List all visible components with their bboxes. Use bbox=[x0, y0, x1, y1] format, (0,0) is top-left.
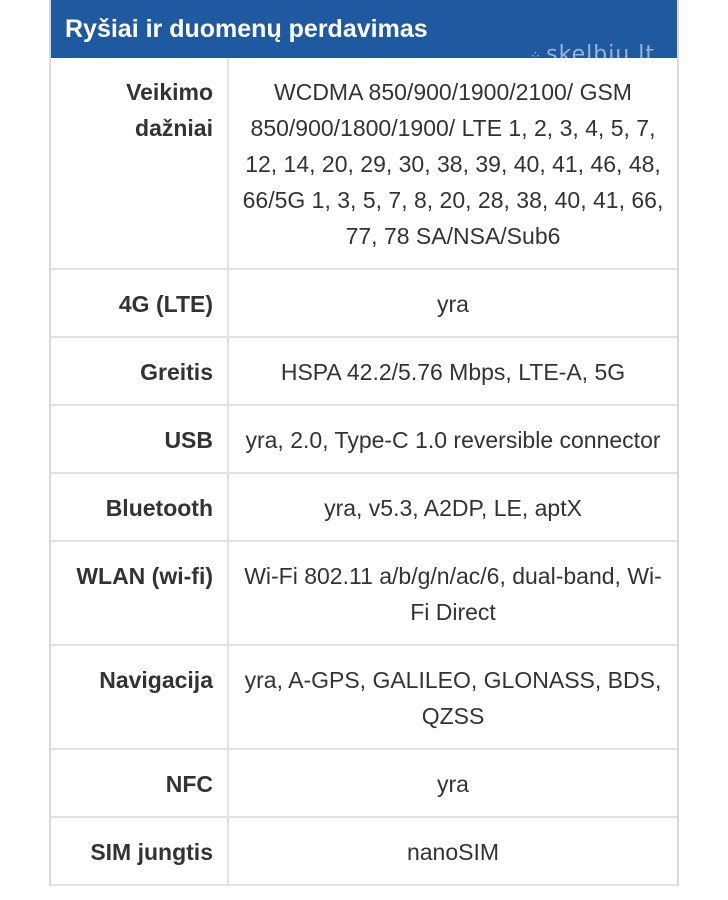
spec-value: yra, v5.3, A2DP, LE, aptX bbox=[228, 473, 677, 541]
watermark-dots-icon: ⁘ bbox=[529, 49, 543, 65]
spec-value: yra, 2.0, Type-C 1.0 reversible connector bbox=[228, 405, 677, 473]
spec-label: 4G (LTE) bbox=[51, 269, 228, 337]
spec-value: yra bbox=[228, 269, 677, 337]
spec-table bbox=[51, 58, 677, 886]
spec-value: yra, A-GPS, GALILEO, GLONASS, BDS, QZSS bbox=[228, 645, 677, 749]
spec-label: SIM jungtis bbox=[51, 817, 228, 885]
spec-label: USB bbox=[51, 405, 228, 473]
spec-row-speed bbox=[51, 337, 677, 405]
spec-label: Greitis bbox=[51, 337, 228, 405]
spec-row-bluetooth bbox=[51, 473, 677, 541]
spec-label: NFC bbox=[51, 749, 228, 817]
watermark-text: skelbiu.lt bbox=[546, 42, 655, 67]
spec-row-wlan bbox=[51, 541, 677, 645]
spec-row-nfc bbox=[51, 749, 677, 817]
section-header bbox=[51, 0, 677, 58]
spec-label: Navigacija bbox=[51, 645, 228, 749]
spec-row-sim bbox=[51, 817, 677, 885]
spec-row-navigation bbox=[51, 645, 677, 749]
spec-row-usb bbox=[51, 405, 677, 473]
spec-value: Wi-Fi 802.11 a/b/g/n/ac/6, dual-band, Wi-Fi Direct bbox=[228, 541, 677, 645]
spec-row-frequencies bbox=[51, 58, 677, 269]
spec-label: WLAN (wi-fi) bbox=[51, 541, 228, 645]
spec-card bbox=[49, 0, 679, 886]
spec-label: Bluetooth bbox=[51, 473, 228, 541]
spec-value: HSPA 42.2/5.76 Mbps, LTE-A, 5G bbox=[228, 337, 677, 405]
section-title: Ryšiai ir duomenų perdavimas bbox=[65, 15, 428, 43]
spec-value: WCDMA 850/900/1900/2100/ GSM 850/900/1800/1900/ LTE 1, 2, 3, 4, 5, 7, 12, 14, 20, 29, 30, 38, 39, 40, 41, 46, 48, 66/5G 1, 3, 5, 7, 8, 20, 28, 38, 40, 41, 66, 77, 78 SA/NSA/Sub6 bbox=[228, 58, 677, 269]
spec-value: yra bbox=[228, 749, 677, 817]
spec-row-4g bbox=[51, 269, 677, 337]
spec-value: nanoSIM bbox=[228, 817, 677, 885]
spec-label: Veikimo dažniai bbox=[51, 58, 228, 269]
